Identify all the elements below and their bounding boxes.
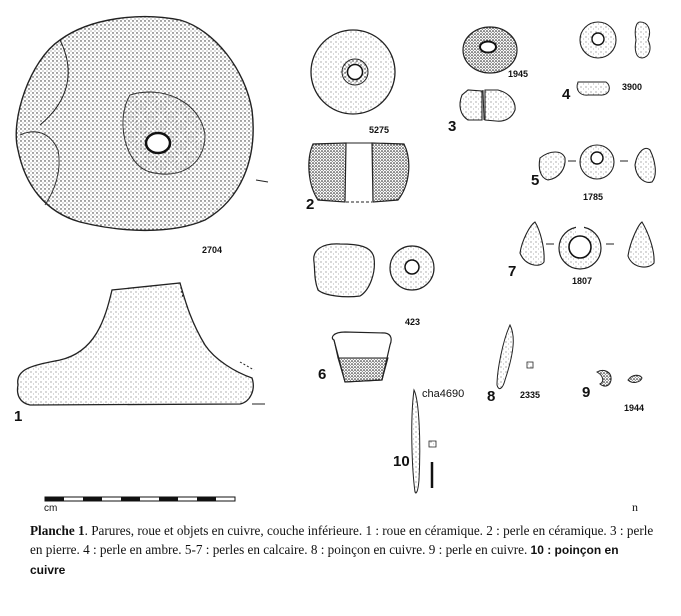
ceramic-bead-drawing [309, 30, 409, 202]
specimen-id-cha4690: cha4690 [422, 388, 465, 400]
limestone-bead-7-drawing [520, 222, 654, 269]
ceramic-wheel-drawing [16, 17, 268, 231]
bead-6-drawing [314, 244, 434, 382]
specimen-id-3900: 3900 [622, 82, 643, 92]
copper-awl-8-drawing [497, 325, 533, 389]
copper-awl-10-drawing [412, 390, 436, 493]
copper-bead-9-drawing [597, 370, 642, 386]
figure-caption [30, 521, 655, 580]
limestone-bead-5-drawing [539, 145, 655, 182]
specimen-id-423: 423 [405, 317, 421, 327]
object-number-1: 1 [14, 408, 23, 425]
specimen-id-2335: 2335 [520, 390, 541, 400]
specimen-id-1785: 1785 [583, 192, 604, 202]
corner-mark: n [632, 500, 638, 514]
wheel-section-profile [18, 283, 266, 405]
object-number-9: 9 [582, 384, 591, 401]
object-number-2: 2 [306, 196, 315, 213]
caption-last-item: 10 : poinçon en cuivre [30, 543, 619, 577]
object-number-10: 10 [393, 453, 410, 470]
caption-title: Planche 1 [30, 523, 85, 538]
object-number-5: 5 [531, 172, 540, 189]
specimen-id-1807: 1807 [572, 276, 593, 286]
object-number-7: 7 [508, 263, 517, 280]
object-number-3: 3 [448, 118, 457, 135]
specimen-id-5275: 5275 [369, 125, 390, 135]
specimen-id-1945: 1945 [508, 69, 529, 79]
scale-unit-label: cm [44, 503, 58, 514]
object-number-4: 4 [562, 86, 571, 103]
specimen-id-2704: 2704 [202, 245, 223, 255]
object-number-6: 6 [318, 366, 327, 383]
caption-text: . Parures, roue et objets en cuivre, couche inférieure. 1 : roue en céramique. 2 : perle en céramique. 3 : perle en pierre. 4 : perle en ambre. 5-7 : perles en calcaire. 8 : poinçon en cuivre. 9 : perle en cuivre. [30, 523, 654, 557]
scale-bar [45, 497, 235, 501]
object-number-8: 8 [487, 388, 496, 405]
specimen-id-1944: 1944 [624, 403, 645, 413]
